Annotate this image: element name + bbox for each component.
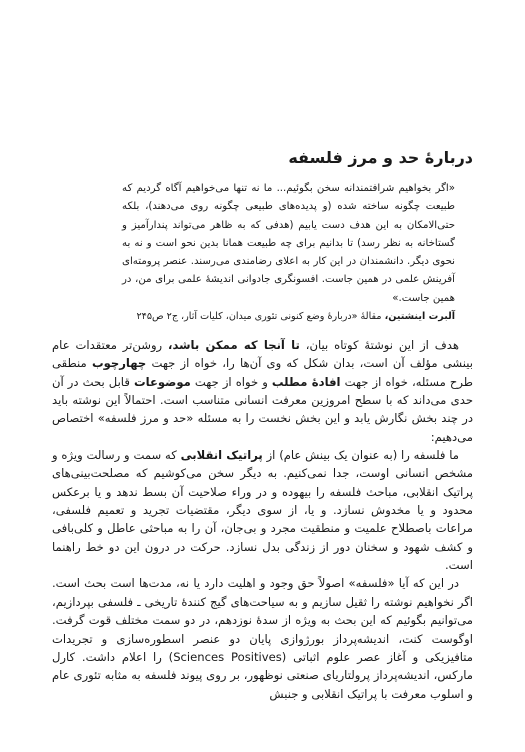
- bold-phrase: پراتیک انقلابی: [180, 448, 263, 463]
- text-run: و خواه از جهت: [190, 374, 272, 389]
- body-text: [52, 336, 473, 703]
- epigraph-source: مقالهٔ «دربارهٔ وضع کنونی تئوری میدان، کلیات آثار، ج۲ ص۲۴۵: [136, 311, 385, 323]
- text-run: هدف از این نوشتهٔ کوتاه بیان،: [299, 338, 459, 352]
- body-paragraph: [52, 574, 473, 702]
- text-run: منطقی طرح مسئله، خواه از جهت: [52, 356, 473, 389]
- epigraph: [122, 180, 455, 326]
- body-paragraph: [52, 336, 473, 446]
- text-run: روشن‌تر معتقدات عام بینشی مؤلف آن است، بدان شکل که وی آن‌ها را، خواه از جهت: [52, 338, 473, 371]
- bold-phrase: افادهٔ مطلب: [271, 374, 341, 389]
- epigraph-author: آلبرت اینشتین،: [384, 311, 455, 323]
- epigraph-attribution: [122, 308, 455, 326]
- text-run: در این که آیا «فلسفه» اصولاً حق وجود و اهلیت دارد یا نه، مدت‌ها است بحث است. اگر نخواهیم نوشته را ثقیل سازیم و به سیاحت‌های گیج کنندهٔ تاریخی ـ فلسفی بپردازیم، می‌توانیم بگوئیم که این بحث به ویژه از سدهٔ نوزدهم، در دو سمت مختلف قوت گرفت. اوگوست کنت، اندیشه‌پرداز بورژوازی پایان دو عنصر اسطوره‌سازی و تجریدات متافیزیکی و آغاز عصر علوم اثباتی (Sciences Positives) را اعلام داشت. کارل مارکس، اندیشه‌پرداز پرولتاریای صنعتی نوظهور، بر روی پیوند فلسفه به مثابه تئوری عام و اسلوب معرفت با پراتیک انقلابی و جنبش: [52, 576, 473, 701]
- body-paragraph: [52, 446, 473, 574]
- text-run: قابل بحث در آن حدی می‌داند که با سطح امروزین معرفت انسانی متناسب است. احتمالاً این نوشته باید در چند بخش نگارش یابد و این بخش نخست را به مسئله «حد و مرز فلسفه» اختصاص می‌دهیم:: [52, 374, 473, 444]
- bold-phrase: موضوعات: [133, 374, 191, 389]
- bold-phrase: چهارچوب: [91, 356, 147, 371]
- chapter-title: دربارهٔ حد و مرز فلسفه: [288, 148, 473, 167]
- bold-phrase: تا آنجا که ممکن باشد،: [168, 338, 300, 352]
- epigraph-quote: «اگر بخواهیم شرافتمندانه سخن بگوئیم... ما نه تنها می‌خواهیم آگاه گردیم که طبیعت چگونه ساخته شده (و پدیده‌های طبیعی چگونه روی می‌دهند)، بلکه حتی‌الامکان به این هدف دست یابیم (هدفی که به ظاهر می‌تواند پندارآمیز و گستاخانه به نظر رسد) تا بدانیم برای چه طبیعت همانا بدین نحو است و نه به نحوی دیگر. دانشمندان در این کار به اعلای رضامندی می‌رسند. عنصر پرومته‌ای آفرینش علمی در همین جاست. افسونگری جادوانی اندیشهٔ علمی برای من، در همین جاست.»: [122, 183, 455, 304]
- text-run: که سمت و رسالت ویژه و مشخص انسانی اوست، جدا نمی‌کنیم. به دیگر سخن می‌کوشیم که مصلحت‌بینی‌های پراتیک انقلابی، مباحث فلسفه را بیهوده و در وراء صلاحیت آن بسط ندهد و یا برعکس محدود و یا مخدوش نسازد. و یا، از سوی دیگر، مقتضیات تجرید و تعمیم فلسفی، مراعات باصطلاح علمیت و منطقیت مجرد و بی‌جان، آن را به مباحثی عاطل و کلی‌بافی و کشف شهود و سخنان دور از زندگی بدل نسازد. حرکت در درون این دو خط راهنما است.: [52, 448, 473, 573]
- text-run: ما فلسفه را (به عنوان یک بینش عام) از: [262, 448, 459, 463]
